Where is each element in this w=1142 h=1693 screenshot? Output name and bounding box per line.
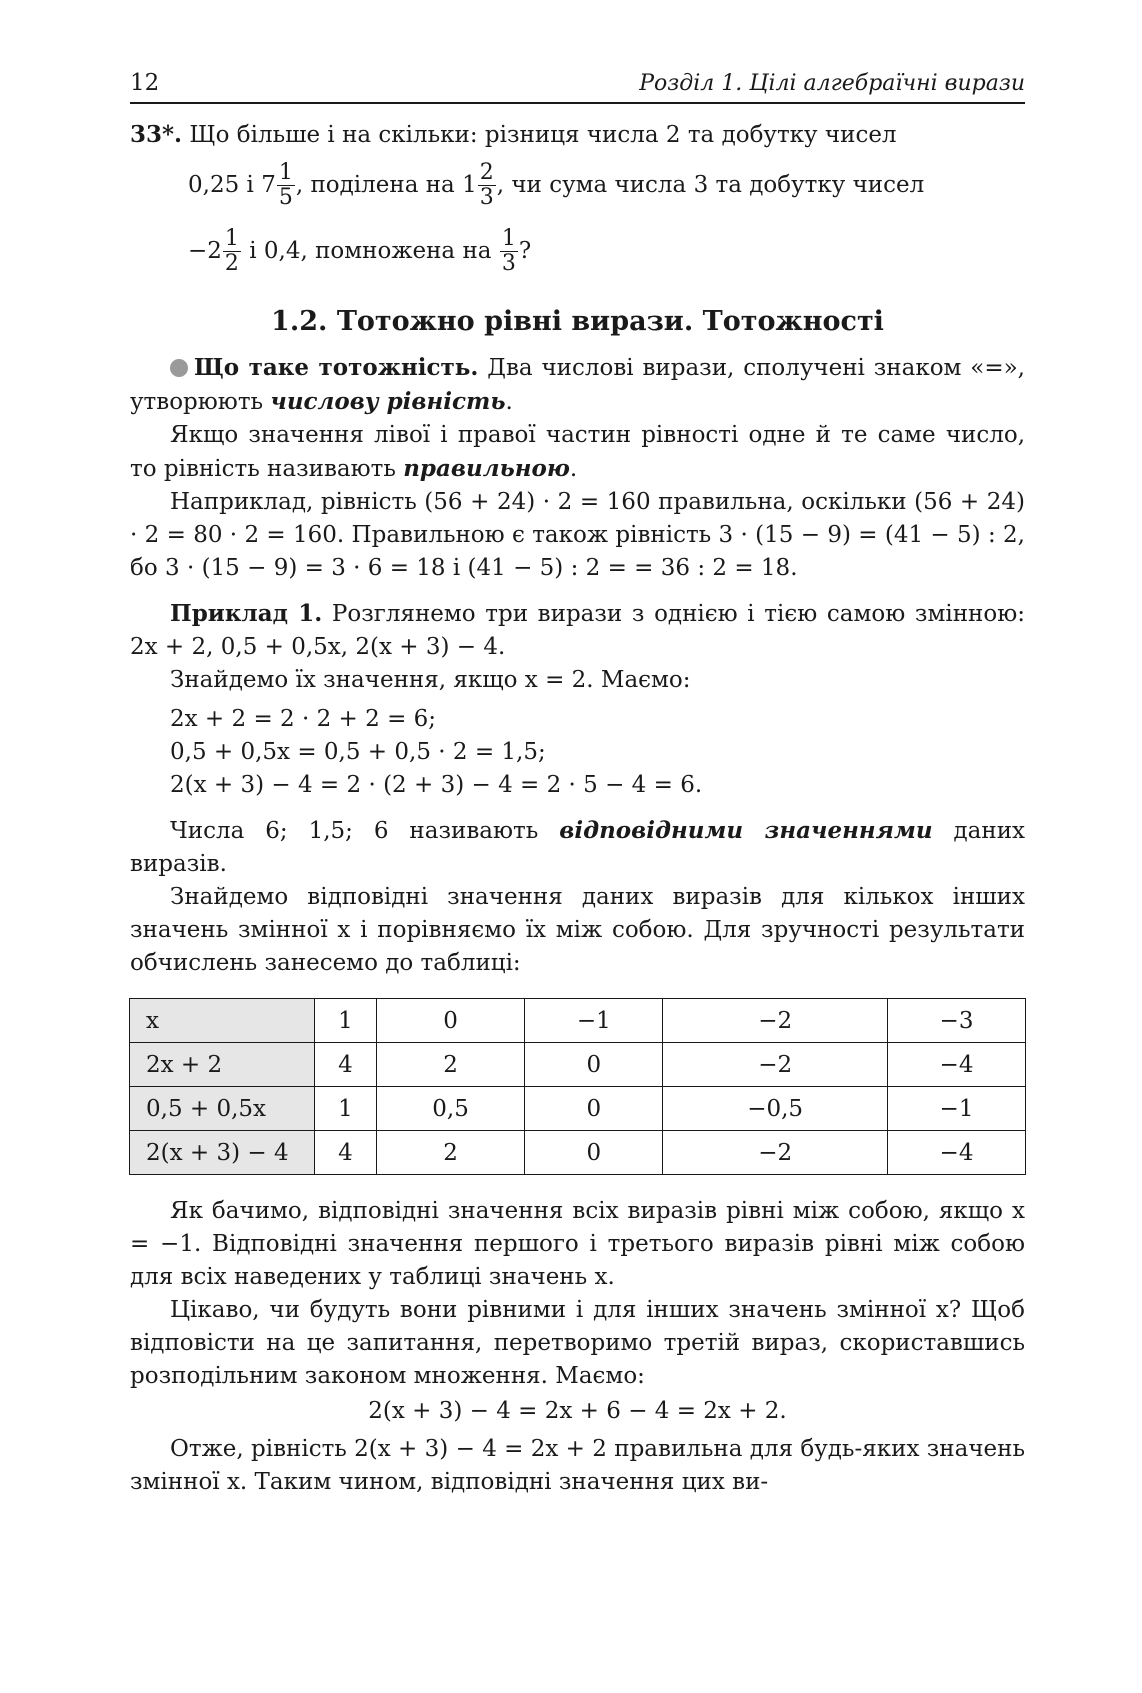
table-cell: 2 bbox=[376, 1043, 525, 1087]
example-paragraph-4: Знайдемо відповідні значення даних виразів для кількох інших значень змінної x і порівняємо їх між собою. Для зручності результати обчислень занесемо до таблиці: bbox=[130, 884, 1025, 976]
table-row-header: 2(x + 3) − 4 bbox=[130, 1131, 315, 1175]
fraction-denominator: 3 bbox=[479, 184, 494, 210]
exercise-text-3a: −2 bbox=[188, 238, 222, 264]
fraction-numerator: 2 bbox=[479, 159, 494, 185]
after-paragraph-2: Цікаво, чи будуть вони рівними і для інших значень змінної x? Щоб відповісти на це запитання, перетворимо третій вираз, скориставшись розподільним законом множення. Маємо: bbox=[130, 1297, 1025, 1389]
equation-3: 2(x + 3) − 4 = 2 · (2 + 3) − 4 = 2 · 5 − 4 = 6. bbox=[170, 772, 703, 798]
table-cell: −0,5 bbox=[663, 1087, 888, 1131]
table-cell: −1 bbox=[525, 999, 663, 1043]
exercise-line-1 bbox=[130, 118, 1025, 152]
term-correct: правильною bbox=[403, 455, 570, 482]
page-number: 12 bbox=[130, 70, 160, 96]
table-row-header: x bbox=[130, 999, 315, 1043]
table-cell: −1 bbox=[888, 1087, 1026, 1131]
section-title: 1.2. Тотожно рівні вирази. Тотожності bbox=[271, 306, 884, 337]
table-row bbox=[130, 1087, 1026, 1131]
fraction-1-5 bbox=[277, 161, 295, 210]
exercise-line-2 bbox=[130, 152, 1025, 218]
table-cell: 4 bbox=[315, 1043, 377, 1087]
fraction-denominator: 2 bbox=[224, 250, 239, 276]
exercise-text-2c: , чи сума числа 3 та добутку чисел bbox=[496, 172, 925, 198]
term-corresponding-values: відповідними значеннями bbox=[559, 817, 933, 844]
example-paragraph-2: Знайдемо їх значення, якщо x = 2. Маємо: bbox=[170, 667, 691, 693]
fraction-denominator: 3 bbox=[501, 250, 516, 276]
intro-paragraph-3: Наприклад, рівність (56 + 24) · 2 = 160 правильна, оскільки (56 + 24) · 2 = 80 · 2 = 160. Правильною є також рівність 3 · (15 − 9) = (41 − 5) : 2, бо 3 · (15 − 9) = 3 · 6 = 18 і (41 − 5) : 2 = = 36 : 2 = 18. bbox=[130, 489, 1025, 581]
table-cell: −2 bbox=[663, 1131, 888, 1175]
textbook-page bbox=[130, 70, 1025, 1499]
exercise-text-2a: 0,25 і 7 bbox=[188, 172, 276, 198]
table-row bbox=[130, 1043, 1026, 1087]
exercise-text-2b: , поділена на 1 bbox=[295, 172, 477, 198]
values-table bbox=[129, 998, 1026, 1175]
after-paragraph-1: Як бачимо, відповідні значення всіх виразів рівні між собою, якщо x = −1. Відповідні значення першого і третього виразів рівні між собою для всіх наведених у таблиці значень x. bbox=[130, 1198, 1025, 1290]
table-row bbox=[130, 1131, 1026, 1175]
table-cell: 0 bbox=[525, 1043, 663, 1087]
fraction-denominator: 5 bbox=[278, 184, 293, 210]
table-cell: −3 bbox=[888, 999, 1026, 1043]
table-cell: 2 bbox=[376, 1131, 525, 1175]
page-header bbox=[130, 70, 1025, 104]
fraction-1-2 bbox=[223, 227, 241, 276]
exercise-33 bbox=[130, 118, 1025, 284]
table-cell: 0 bbox=[525, 1087, 663, 1131]
intro-text-2-end: . bbox=[569, 456, 578, 482]
example-text: Розглянемо три вирази з однією і тією самою змінною: 2x + 2, 0,5 + 0,5x, 2(x + 3) − 4. bbox=[130, 601, 1025, 660]
example-paragraph-3 bbox=[130, 814, 1025, 881]
table-cell: −2 bbox=[663, 1043, 888, 1087]
table-cell: 0 bbox=[376, 999, 525, 1043]
table-row-header: 2x + 2 bbox=[130, 1043, 315, 1087]
fraction-1-3 bbox=[500, 227, 518, 276]
intro-paragraph-1 bbox=[130, 351, 1025, 419]
exercise-number: 33*. bbox=[130, 121, 183, 148]
identity-equation: 2(x + 3) − 4 = 2x + 6 − 4 = 2x + 2. bbox=[368, 1398, 787, 1424]
table-cell: 1 bbox=[315, 999, 377, 1043]
equation-2: 0,5 + 0,5x = 0,5 + 0,5 · 2 = 1,5; bbox=[170, 739, 546, 765]
fraction-numerator: 1 bbox=[278, 159, 293, 185]
exercise-text-3c: ? bbox=[518, 238, 532, 264]
fraction-2-3 bbox=[478, 161, 496, 210]
example-label: Приклад 1. bbox=[170, 600, 323, 627]
intro-text-2: Якщо значення лівої і правої частин рівності одне й те саме число, то рівність називають bbox=[130, 422, 1025, 482]
table-cell: 0,5 bbox=[376, 1087, 525, 1131]
intro-text: Два числові вирази, сполучені знаком «=», утворюють bbox=[130, 355, 1025, 415]
exercise-text-1: Що більше і на скільки: різниця числа 2 та добутку чисел bbox=[189, 122, 897, 148]
table-row-header: 0,5 + 0,5x bbox=[130, 1087, 315, 1131]
exercise-line-3 bbox=[130, 218, 1025, 284]
table-cell: 0 bbox=[525, 1131, 663, 1175]
equation-1: 2x + 2 = 2 · 2 + 2 = 6; bbox=[170, 706, 437, 732]
table-cell: −4 bbox=[888, 1043, 1026, 1087]
table-cell: 4 bbox=[315, 1131, 377, 1175]
example-text-3-end: даних виразів. bbox=[130, 818, 1025, 877]
chapter-title: Розділ 1. Цілі алгебраїчні вирази bbox=[639, 71, 1025, 96]
fraction-numerator: 1 bbox=[224, 225, 239, 251]
exercise-text-3b: і 0,4, помножена на bbox=[241, 238, 499, 264]
term-numeric-equality: числову рівність bbox=[270, 388, 506, 415]
table-row bbox=[130, 999, 1026, 1043]
intro-text-end: . bbox=[505, 389, 513, 415]
example-paragraph-1 bbox=[130, 597, 1025, 664]
table-cell: 1 bbox=[315, 1087, 377, 1131]
after-paragraph-3: Отже, рівність 2(x + 3) − 4 = 2x + 2 правильна для будь-яких значень змінної x. Таким чином, відповідні значення цих ви- bbox=[130, 1436, 1025, 1495]
example-text-3: Числа 6; 1,5; 6 називають bbox=[170, 818, 560, 844]
fraction-numerator: 1 bbox=[501, 225, 516, 251]
intro-paragraph-2 bbox=[130, 419, 1025, 486]
bullet-icon bbox=[170, 359, 188, 377]
term-heading: Що таке тотожність. bbox=[194, 354, 479, 381]
table-cell: −2 bbox=[663, 999, 888, 1043]
table-cell: −4 bbox=[888, 1131, 1026, 1175]
